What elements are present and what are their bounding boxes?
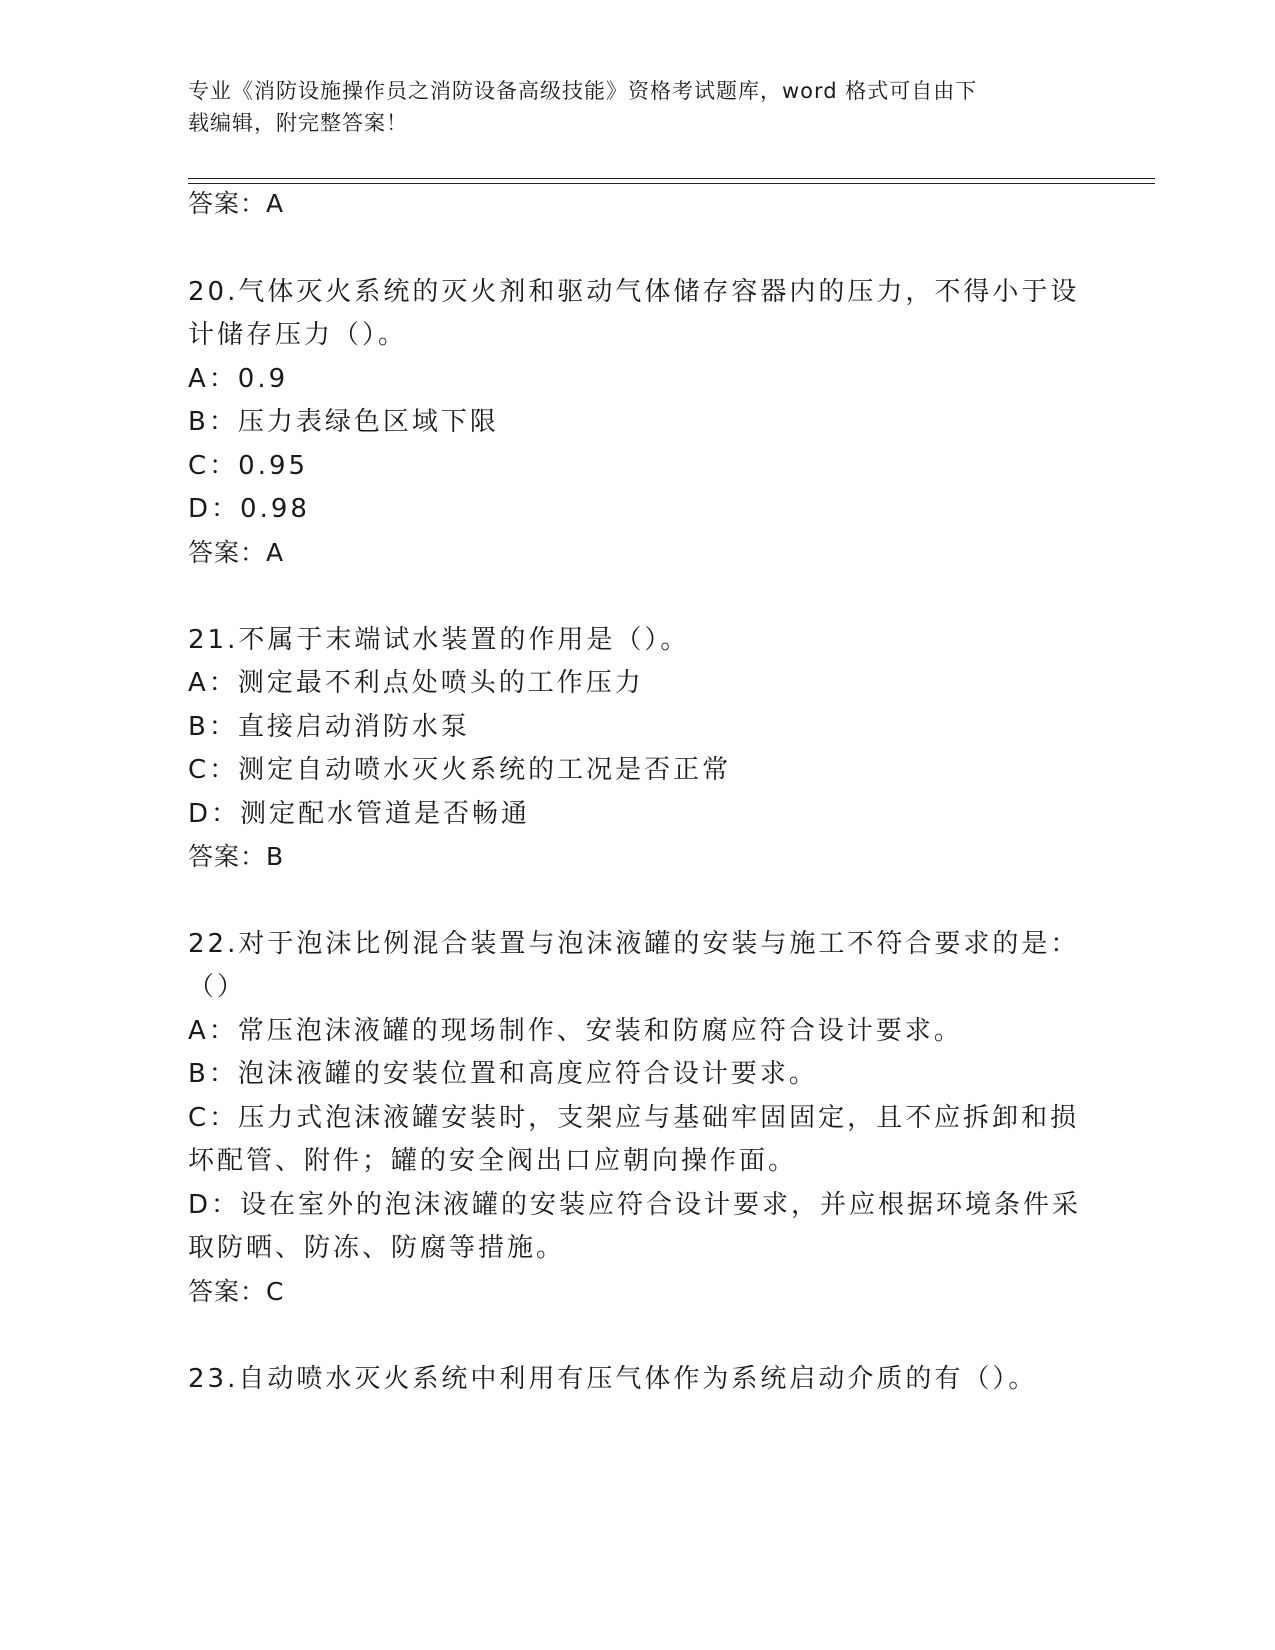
header-divider-bottom	[188, 183, 1155, 184]
question-22-answer: 答案：C	[188, 1277, 285, 1306]
question-20-option-a: A：0.9	[188, 364, 289, 394]
question-20-option-b: B：压力表绿色区域下限	[188, 407, 499, 437]
header-line-1: 专业《消防设施操作员之消防设备高级技能》资格考试题库，word 格式可自由下	[188, 79, 978, 103]
question-20-option-c: C：0.95	[188, 451, 309, 481]
question-21-option-b: B：直接启动消防水泵	[188, 712, 470, 742]
question-21-option-a: A：测定最不利点处喷头的工作压力	[188, 668, 644, 698]
question-22-option-b: B：泡沫液罐的安装位置和高度应符合设计要求。	[188, 1059, 818, 1089]
question-22-option-c-continued: 坏配管、附件；罐的安全阀出口应朝向操作面。	[188, 1146, 798, 1176]
document-header	[188, 75, 1088, 139]
previous-answer: 答案：A	[188, 189, 285, 218]
question-21-option-d: D：测定配水管道是否畅通	[188, 799, 531, 829]
question-22-stem-line-1: 22.对于泡沫比例混合装置与泡沫液罐的安装与施工不符合要求的是：	[188, 929, 1080, 959]
question-22-option-a: A：常压泡沫液罐的现场制作、安装和防腐应符合设计要求。	[188, 1016, 963, 1046]
question-22-stem-line-2: （）	[188, 972, 247, 1002]
question-22-option-d: D：设在室外的泡沫液罐的安装应符合设计要求，并应根据环境条件采	[188, 1190, 1082, 1220]
question-21-stem: 21.不属于末端试水装置的作用是（）。	[188, 625, 690, 655]
question-20-answer: 答案：A	[188, 538, 285, 567]
question-22-option-d-continued: 取防晒、防冻、防腐等措施。	[188, 1233, 566, 1263]
question-21-option-c: C：测定自动喷水灭火系统的工况是否正常	[188, 755, 732, 785]
header-divider-top	[188, 178, 1155, 179]
question-20-stem-line-1: 20.气体灭火系统的灭火剂和驱动气体储存容器内的压力，不得小于设	[188, 277, 1080, 307]
question-23-stem: 23.自动喷水灭火系统中利用有压气体作为系统启动介质的有（）。	[188, 1364, 1038, 1394]
question-22-option-c: C：压力式泡沫液罐安装时，支架应与基础牢固固定，且不应拆卸和损	[188, 1103, 1080, 1133]
question-20-stem-line-2: 计储存压力（）。	[188, 320, 408, 350]
header-line-2: 载编辑，附完整答案！	[188, 111, 408, 135]
question-20-option-d: D：0.98	[188, 494, 310, 524]
question-21-answer: 答案：B	[188, 842, 285, 871]
